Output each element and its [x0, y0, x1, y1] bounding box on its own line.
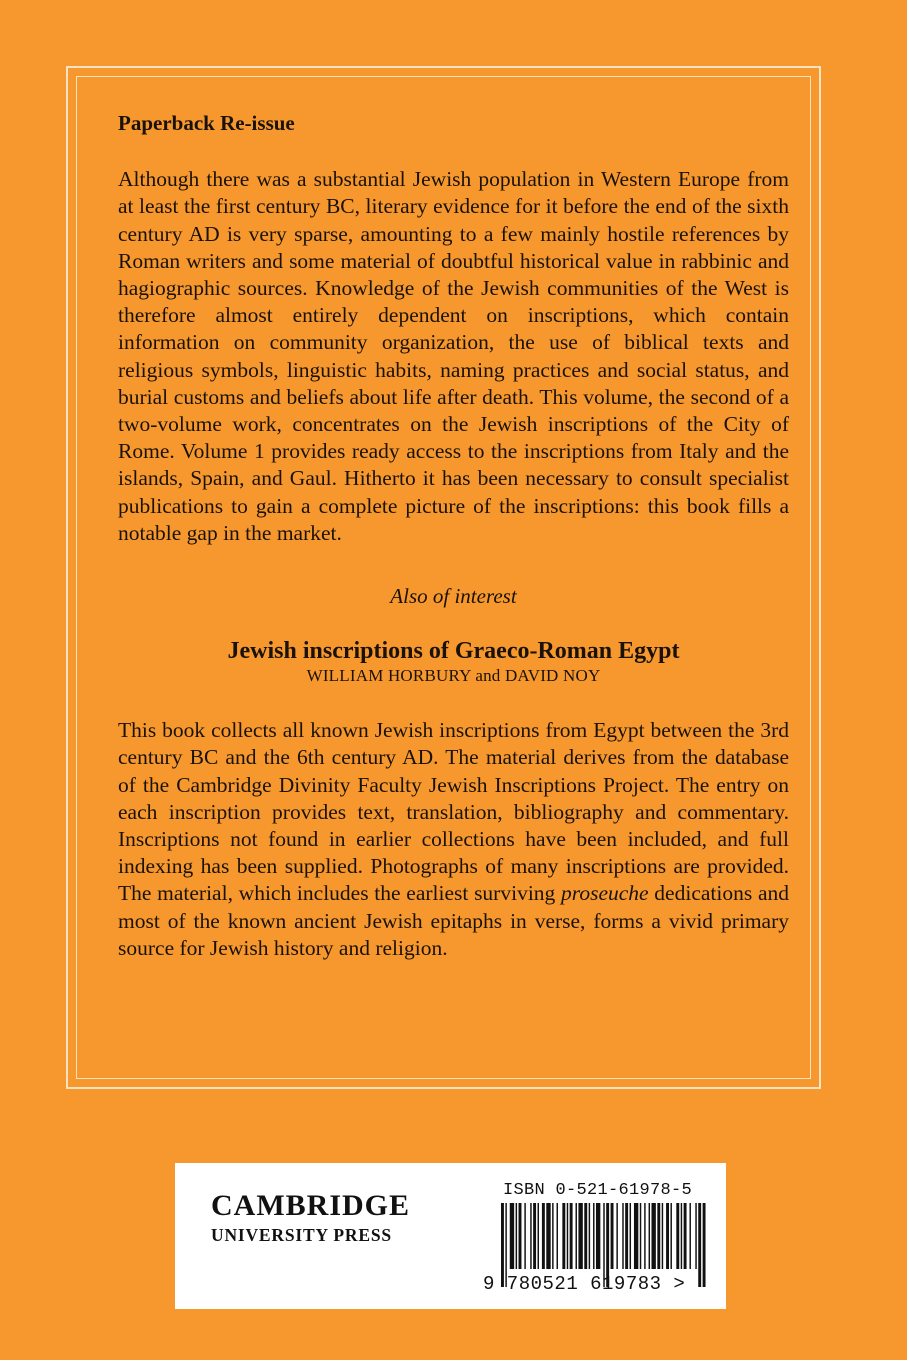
related-book-description — [118, 717, 789, 962]
related-desc-part2: dedications and most of the known ancient Jewish epitaphs in verse, forms a vivid primary source for Jewish history and religion. — [118, 881, 789, 960]
also-of-interest-label: Also of interest — [390, 584, 517, 609]
related-desc-italic: proseuche — [561, 881, 649, 906]
barcode-digits: 9 780521 619783 > — [483, 1273, 686, 1295]
publisher-logo-subname: UNIVERSITY PRESS — [211, 1225, 392, 1245]
reissue-heading: Paperback Re-issue — [118, 111, 295, 135]
related-desc-part1: This book collects all known Jewish inscriptions from Egypt between the 3rd century BC and the 6th century AD. The material derives from the database of the Cambridge Divinity Faculty Jewish Inscriptions Project. The entry on each inscription provides text, translation, bibliography and commentary. Inscriptions not found in earlier collections have been included, and full indexing has been supplied. Photographs of many inscriptions are provided. The material, which includes the earliest surviving — [118, 718, 789, 906]
publisher-logo-name: CAMBRIDGE — [211, 1189, 411, 1222]
related-book-title: Jewish inscriptions of Graeco-Roman Egypt — [227, 638, 680, 665]
related-book-authors: WILLIAM HORBURY and DAVID NOY — [306, 666, 601, 686]
isbn-number: ISBN 0-521-61978-5 — [503, 1181, 693, 1200]
blurb-content — [118, 110, 789, 962]
publisher-barcode-panel — [175, 1163, 726, 1309]
book-description: Although there was a substantial Jewish population in Western Europe from at least the first century BC, literary evidence for it before the end of the sixth century AD is very sparse, amounting to a few mainly hostile references by Roman writers and some material of doubtful historical value in rabbinic and hagiographic sources. Knowledge of the Jewish communities of the West is therefore almost entirely dependent on inscriptions, which contain information on community organization, the use of biblical texts and religious symbols, linguistic habits, naming practices and social status, and burial customs and beliefs about life after death. This volume, the second of a two-volume work, concentrates on the Jewish inscriptions of the City of Rome. Volume 1 provides ready access to the inscriptions from Italy and the islands, Spain, and Gaul. Hitherto it has been necessary to consult specialist publications to gain a complete picture of the inscriptions: this book fills a notable gap in the market. — [118, 167, 789, 545]
